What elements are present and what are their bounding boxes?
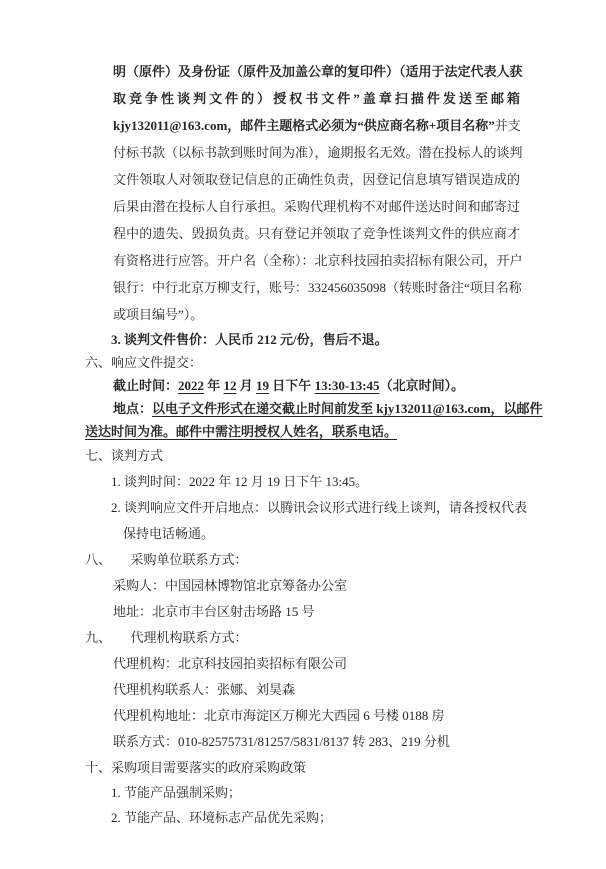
doc-line-29 xyxy=(111,780,520,805)
text-segment: 送达时间为准。邮件中需注明授权人姓名，联系电话。 xyxy=(85,424,398,439)
doc-line-19 xyxy=(123,521,520,547)
doc-line-17 xyxy=(111,469,520,495)
text-segment: 八、 采购单位联系方式： xyxy=(85,552,248,567)
doc-line-24 xyxy=(113,651,520,677)
text-segment: 地点： xyxy=(113,401,153,416)
text-segment: 明（原件）及身份证（原件及加盖公章的复印件）（适用于法定代表人获 xyxy=(113,64,523,79)
doc-line-12 xyxy=(85,351,520,374)
text-segment: 九、 代理机构联系方式： xyxy=(85,630,248,645)
doc-line-9 xyxy=(113,274,520,301)
doc-line-13 xyxy=(113,374,520,397)
text-segment: 文件领取人对领取登记信息的正确性负责，因登记信息填写错误造成的 xyxy=(113,172,520,187)
doc-line-25 xyxy=(113,677,520,703)
doc-line-10 xyxy=(113,301,520,328)
doc-line-20 xyxy=(85,547,520,573)
doc-line-2 xyxy=(113,85,520,112)
doc-line-22 xyxy=(113,599,520,625)
text-segment: 并支 xyxy=(494,118,521,133)
text-segment: 采购人：中国园林博物馆北京筹备办公室 xyxy=(113,578,348,593)
doc-line-16 xyxy=(85,443,520,469)
doc-line-14 xyxy=(113,397,543,420)
document-body xyxy=(85,58,543,830)
text-segment: 1. 节能产品强制采购； xyxy=(111,785,242,800)
text-segment: 地址：北京市丰台区射击场路 15 号 xyxy=(113,604,315,619)
doc-line-11 xyxy=(111,328,520,351)
text-segment: 六、响应文件提交： xyxy=(85,355,203,370)
text-segment: 有资格进行应答。开户名（全称）：北京科技园拍卖招标有限公司，开户 xyxy=(113,253,523,268)
doc-line-21 xyxy=(113,573,520,599)
text-segment: 截止时间： xyxy=(113,378,179,393)
text-segment: 联系方式：010-82575731/81257/5831/8137 转 283、219 分机 xyxy=(113,734,450,749)
doc-line-18 xyxy=(111,495,528,521)
text-segment: 2. 谈判响应文件开启地点：以腾讯会议形式进行线上谈判，请各授权代表 xyxy=(111,500,528,515)
text-segment: 3. 谈判文件售价：人民币 212 元/份，售后不退。 xyxy=(111,332,388,347)
text-segment: 后果由潜在投标人自行承担。采购代理机构不对邮件送达时间和邮寄过 xyxy=(113,199,520,214)
doc-line-1 xyxy=(113,58,523,85)
text-segment: kjy132011@163.com，邮件主题格式必须为“供应商名称+项目名称” xyxy=(113,118,495,133)
text-segment: 2. 节能产品、环境标志产品优先采购； xyxy=(111,810,333,825)
text-segment: （北京时间）。 xyxy=(379,378,465,393)
doc-line-6 xyxy=(113,193,520,220)
text-segment: 2022 xyxy=(178,378,205,393)
text-segment: 十、采购项目需要落实的政府采购政策 xyxy=(85,760,307,775)
text-segment: 代理机构地址：北京市海淀区万柳光大西园 6 号楼 0188 房 xyxy=(113,708,445,723)
text-segment: 取竞争性谈判文件的）授权书文件”盖章扫描件发送至邮箱 xyxy=(113,91,520,106)
text-segment: 付标书款（以标书款到账时间为准），逾期报名无效。潜在投标人的谈判 xyxy=(113,145,523,160)
doc-line-3 xyxy=(113,112,520,139)
doc-line-15 xyxy=(85,420,520,443)
doc-line-5 xyxy=(113,166,520,193)
doc-line-28 xyxy=(85,755,520,780)
text-segment: 保持电话畅通。 xyxy=(123,526,215,541)
text-segment: 19 xyxy=(256,378,270,393)
text-segment: 年 xyxy=(204,378,224,393)
doc-line-26 xyxy=(113,703,520,729)
text-segment: 代理机构联系人：张娜、刘昊森 xyxy=(113,682,296,697)
text-segment: 12 xyxy=(223,378,237,393)
text-segment: 以电子文件形式在递交截止时间前发至 kjy132011@163.com，以邮件 xyxy=(152,401,543,416)
text-segment: 代理机构：北京科技园拍卖招标有限公司 xyxy=(113,656,348,671)
text-segment: 1. 谈判时间：2022 年 12 月 19 日下午 13:45。 xyxy=(111,474,369,489)
doc-line-4 xyxy=(113,139,523,166)
text-segment: 银行：中行北京万柳支行，账号：332456035098（转账时备注“项目名称 xyxy=(113,280,522,295)
text-segment: 或项目编号”）。 xyxy=(113,307,204,322)
text-segment: 日下午 xyxy=(269,378,315,393)
doc-line-27 xyxy=(113,729,520,755)
text-segment: 月 xyxy=(236,378,257,393)
doc-line-8 xyxy=(113,247,523,274)
doc-line-30 xyxy=(111,805,520,830)
text-segment: 13:30-13:45 xyxy=(314,378,380,393)
doc-line-7 xyxy=(113,220,520,247)
text-segment: 程中的遗失、毁损负责。只有登记并领取了竞争性谈判文件的供应商才 xyxy=(113,226,520,241)
doc-line-23 xyxy=(85,625,520,651)
text-segment: 七、谈判方式 xyxy=(85,448,164,463)
